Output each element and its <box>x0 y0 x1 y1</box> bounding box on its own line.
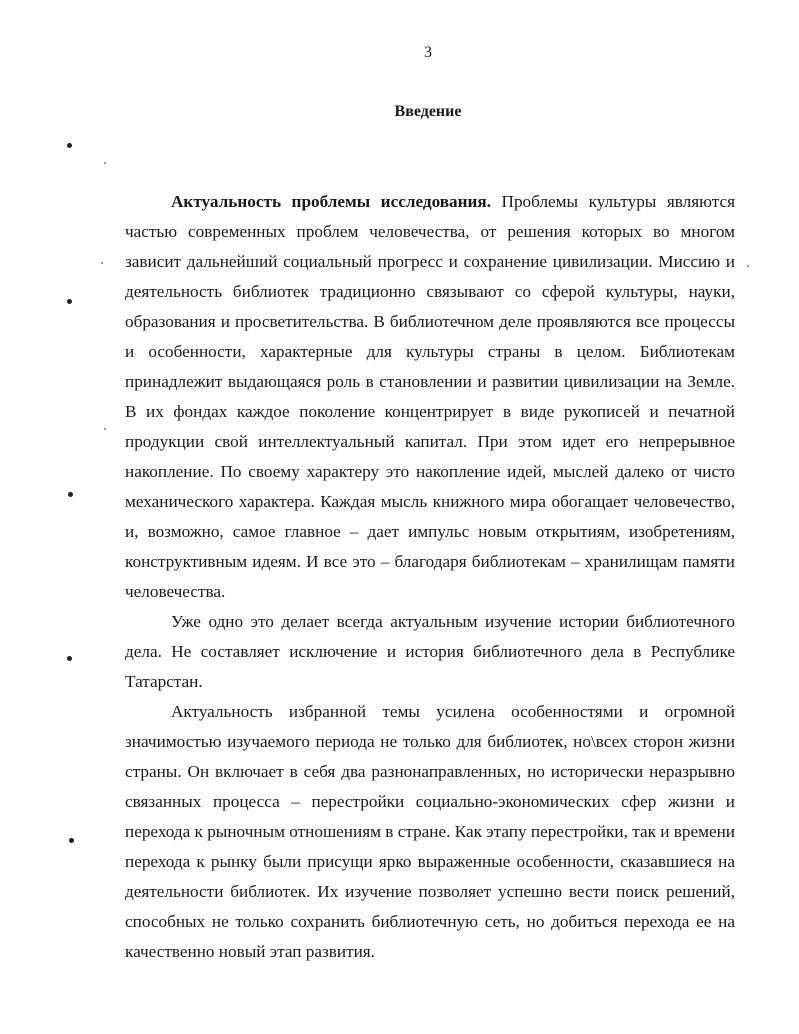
scan-speck <box>101 262 103 264</box>
binding-hole-mark <box>68 492 73 497</box>
scan-speck <box>747 265 749 267</box>
binding-hole-mark <box>69 838 74 843</box>
paragraph-2: Уже одно это делает всегда актуальным изучение истории библиотечного дела. Не составляет исключение и история библиотечного дела в Республике Татарстан. <box>125 612 735 691</box>
binding-hole-mark <box>67 299 72 304</box>
scan-speck <box>104 162 106 164</box>
paragraph-1 <box>125 187 735 607</box>
page-number: 3 <box>424 44 432 61</box>
body-text <box>125 187 735 967</box>
paragraph-1-lead: Актуальность проблемы исследования. <box>171 192 492 211</box>
binding-hole-mark <box>67 656 72 661</box>
scan-speck <box>104 428 106 430</box>
paragraph-3: Актуальность избранной темы усилена особенностями и огромной значимостью изучаемого периода не только для библиотек, но\всех сторон жизни страны. Он включает в себя два разнонаправленных, но исторически неразрывно связанных процесса – перестройки социально-экономических сфер жизни и перехода к рыночным отношениям в стране. Как этапу перестройки, так и времени перехода к рынку были присущи ярко выраженные особенности, сказавшиеся на деятельности библиотек. Их изучение позволяет успешно вести поиск решений, способных не только сохранить библиотечную сеть, но добиться перехода ее на качественно новый этап развития. <box>125 702 735 961</box>
binding-hole-mark <box>67 143 72 148</box>
section-heading: Введение <box>394 103 462 120</box>
paragraph-1-text: Проблемы культуры являются частью современных проблем человечества, от решения которых во многом зависит дальнейший социальный прогресс и сохранение цивилизации. Миссию и деятельность библиотек традиционно связывают со сферой культуры, науки, образования и просветительства. В библиотечном деле проявляются все процессы и особенности, характерные для культуры страны в целом. Библиотекам принадлежит выдающаяся роль в становлении и развитии цивилизации на Земле. В их фондах каждое поколение концентрирует в виде рукописей и печатной продукции свой интеллектуальный капитал. При этом идет его непрерывное накопление. По своему характеру это накопление идей, мыслей далеко от чисто механического характера. Каждая мысль книжного мира обогащает человечество, и, возможно, самое главное – дает импульс новым открытиям, изобретениям, конструктивным идеям. И все это – благодаря библиотекам – хранилищам памяти человечества. <box>125 192 735 601</box>
